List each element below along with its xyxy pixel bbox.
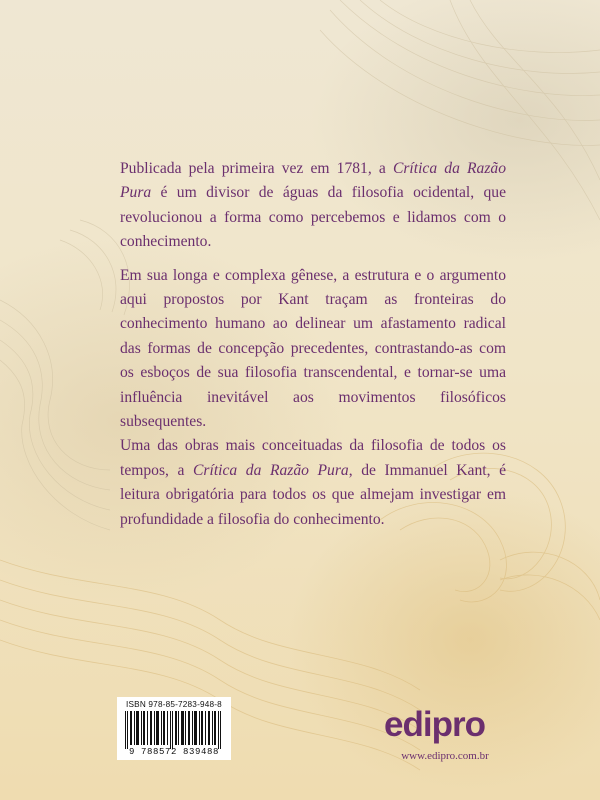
synopsis-text [120, 157, 506, 532]
isbn-label: ISBN 978-85-7283-948-8 [126, 700, 222, 709]
publisher-logo-text: edipro [384, 705, 485, 744]
barcode-number: 9 788572 839488 [128, 747, 219, 757]
synopsis-paragraph-3 [120, 434, 506, 532]
p3-text-end: , de Immanuel Kant, é leitura obrigatória para todos os que almejam investigar em profundidade a filosofia do conhecimento. [120, 461, 506, 528]
book-title-italic: Crítica da Razão Pura [120, 160, 506, 202]
synopsis-paragraph-2: Em sua longa e complexa gênese, a estrutura e o argumento aqui propostos por Kant traçam as fronteiras do conhecimento humano ao delinear um afastamento radical das formas de concepção precedentes, contrastando-as com os esboços de sua filosofia transcendental, e tornar-se uma influência inevitável aos movimentos filosóficos subsequentes. [120, 266, 506, 431]
p1-text-end: é um divisor de águas da filosofia ocidental, que revolucionou a forma como percebemos e lidamos com o conhecimento. [120, 184, 506, 251]
book-title-italic: Crítica da Razão Pura [193, 461, 349, 479]
p3-text-start: Uma das obras mais conceituadas da filosofia de todos os tempos, a [120, 437, 506, 479]
synopsis-paragraph-1 [120, 157, 506, 255]
publisher-logo [384, 703, 494, 747]
isbn-barcode [117, 697, 231, 760]
publisher-website: www.edipro.com.br [401, 750, 489, 762]
p1-text-start: Publicada pela primeira vez em 1781, a [120, 160, 393, 177]
barcode-bars [123, 711, 225, 749]
